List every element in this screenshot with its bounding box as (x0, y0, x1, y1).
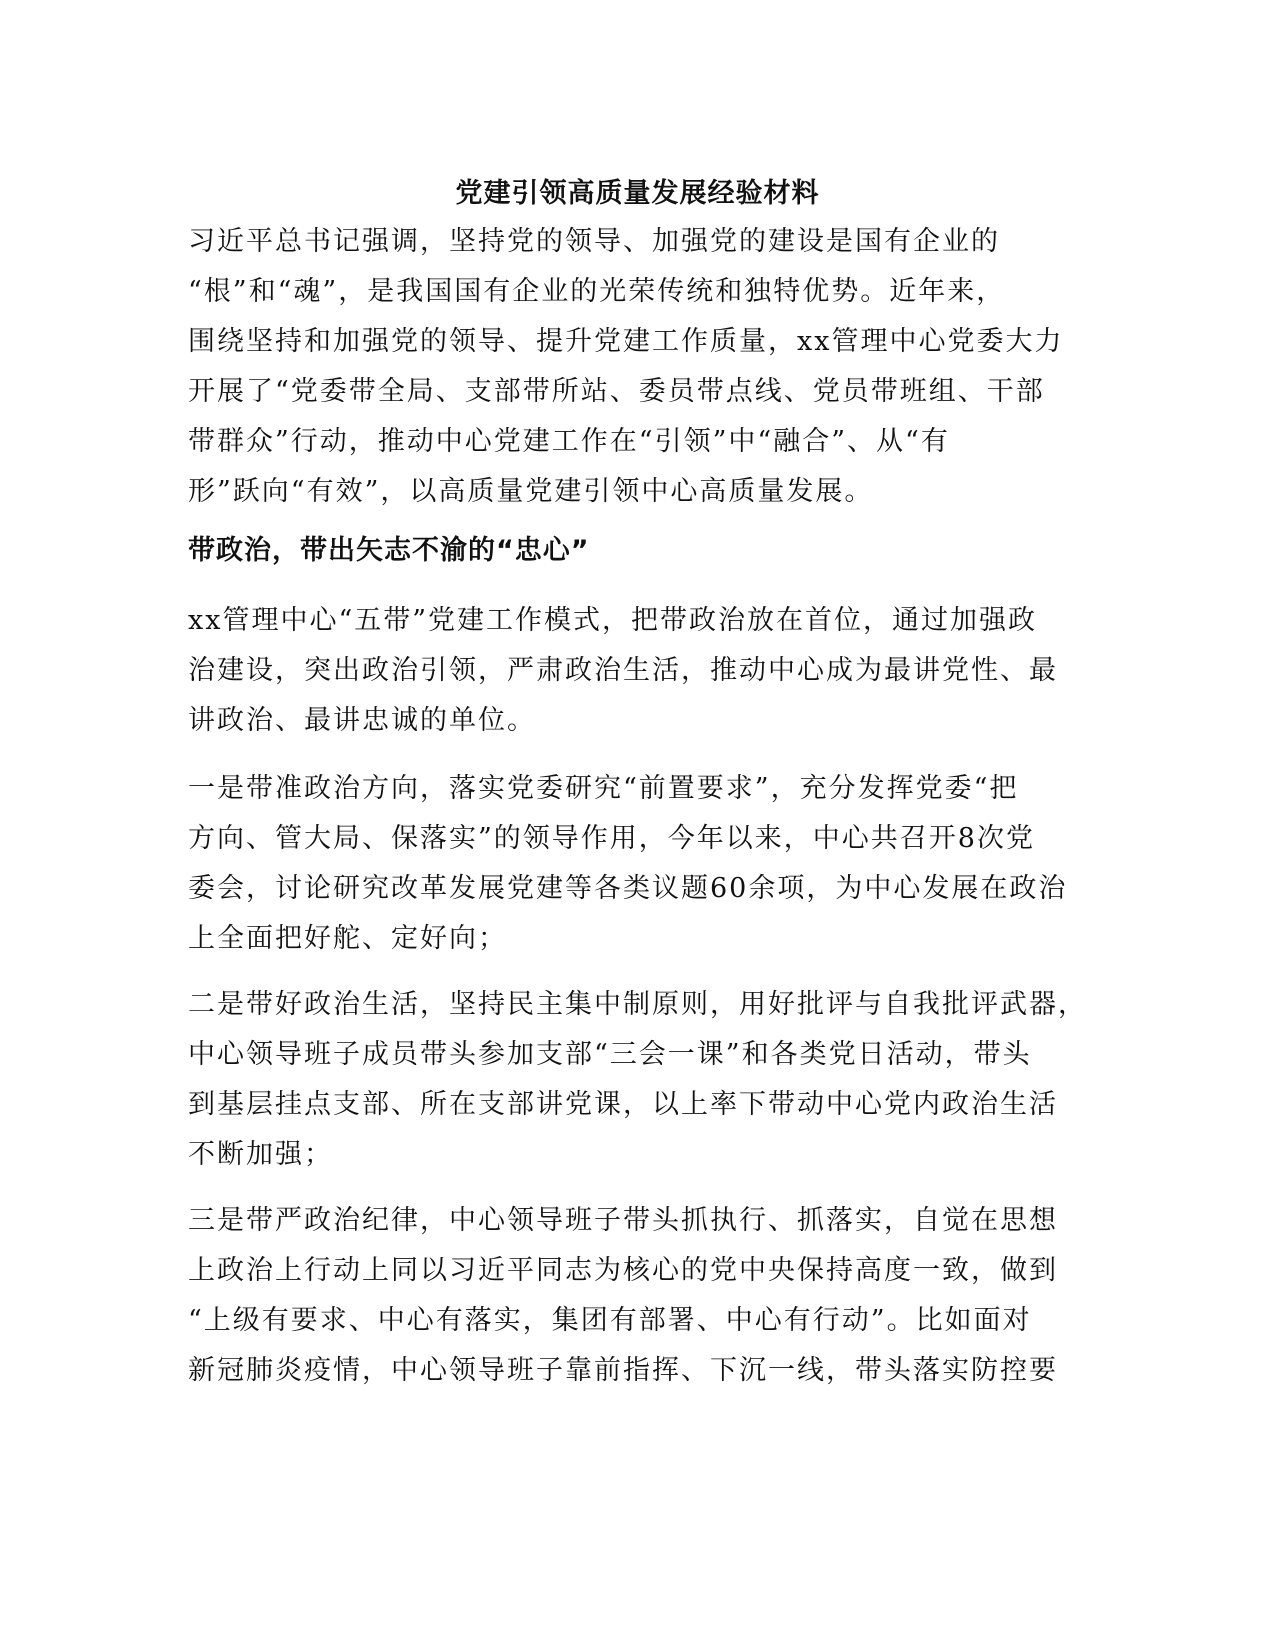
intro-line: 围绕坚持和加强党的领导、提升党建工作质量，xx管理中心党委大力 (188, 326, 1064, 357)
intro-line: 开展了“党委带全局、支部带所站、委员带点线、党员带班组、干部 (188, 376, 1045, 407)
point-one-paragraph (188, 764, 1068, 964)
document-title: 党建引领高质量发展经验材料 (455, 178, 820, 210)
point-three-line: 新冠肺炎疫情，中心领导班子靠前指挥、下沉一线，带头落实防控要 (188, 1355, 1058, 1386)
point-two-line: 不断加强； (188, 1139, 333, 1170)
intro-line: “根”和“魂”，是我国国有企业的光荣传统和独特优势。近年来， (188, 276, 1006, 307)
intro-line: 形”跃向“有效”，以高质量党建引领中心高质量发展。 (188, 476, 874, 507)
point-one-line: 委会，讨论研究改革发展党建等各类议题60余项，为中心发展在政治 (188, 873, 1068, 904)
intro-paragraph (188, 217, 1068, 517)
point-three-line: 三是带严政治纪律，中心领导班子带头抓执行、抓落实，自觉在思想 (188, 1205, 1058, 1236)
section-heading: 带政治，带出矢志不渝的“忠心” (188, 535, 590, 566)
point-two-line: 到基层挂点支部、所在支部讲党课，以上率下带动中心党内政治生活 (188, 1089, 1058, 1120)
point-two-line: 二是带好政治生活，坚持民主集中制原则，用好批评与自我批评武器， (188, 989, 1087, 1020)
point-one-line: 一是带准政治方向，落实党委研究“前置要求”，充分发挥党委“把 (188, 773, 1019, 804)
point-one-line: 上全面把好舵、定好向； (188, 923, 507, 954)
point-three-line: “上级有要求、中心有落实，集团有部署、中心有行动”。比如面对 (188, 1305, 1032, 1336)
point-three-line: 上政治上行动上同以习近平同志为核心的党中央保持高度一致，做到 (188, 1255, 1058, 1286)
section-intro-line: xx管理中心“五带”党建工作模式，把带政治放在首位，通过加强政 (188, 605, 1038, 636)
point-two-line: 中心领导班子成员带头参加支部“三会一课”和各类党日活动，带头 (188, 1039, 1032, 1070)
point-two-paragraph (188, 980, 1087, 1180)
intro-line: 带群众”行动，推动中心党建工作在“引领”中“融合”、从“有 (188, 426, 950, 457)
point-three-paragraph (188, 1196, 1068, 1396)
point-one-line: 方向、管大局、保落实”的领导作用，今年以来，中心共召开8次党 (188, 823, 1035, 854)
section-intro-line: 讲政治、最讲忠诚的单位。 (188, 705, 536, 736)
intro-line: 习近平总书记强调，坚持党的领导、加强党的建设是国有企业的 (188, 226, 1000, 257)
section-intro-line: 治建设，突出政治引领，严肃政治生活，推动中心成为最讲党性、最 (188, 655, 1058, 686)
section-intro-paragraph (188, 596, 1068, 746)
